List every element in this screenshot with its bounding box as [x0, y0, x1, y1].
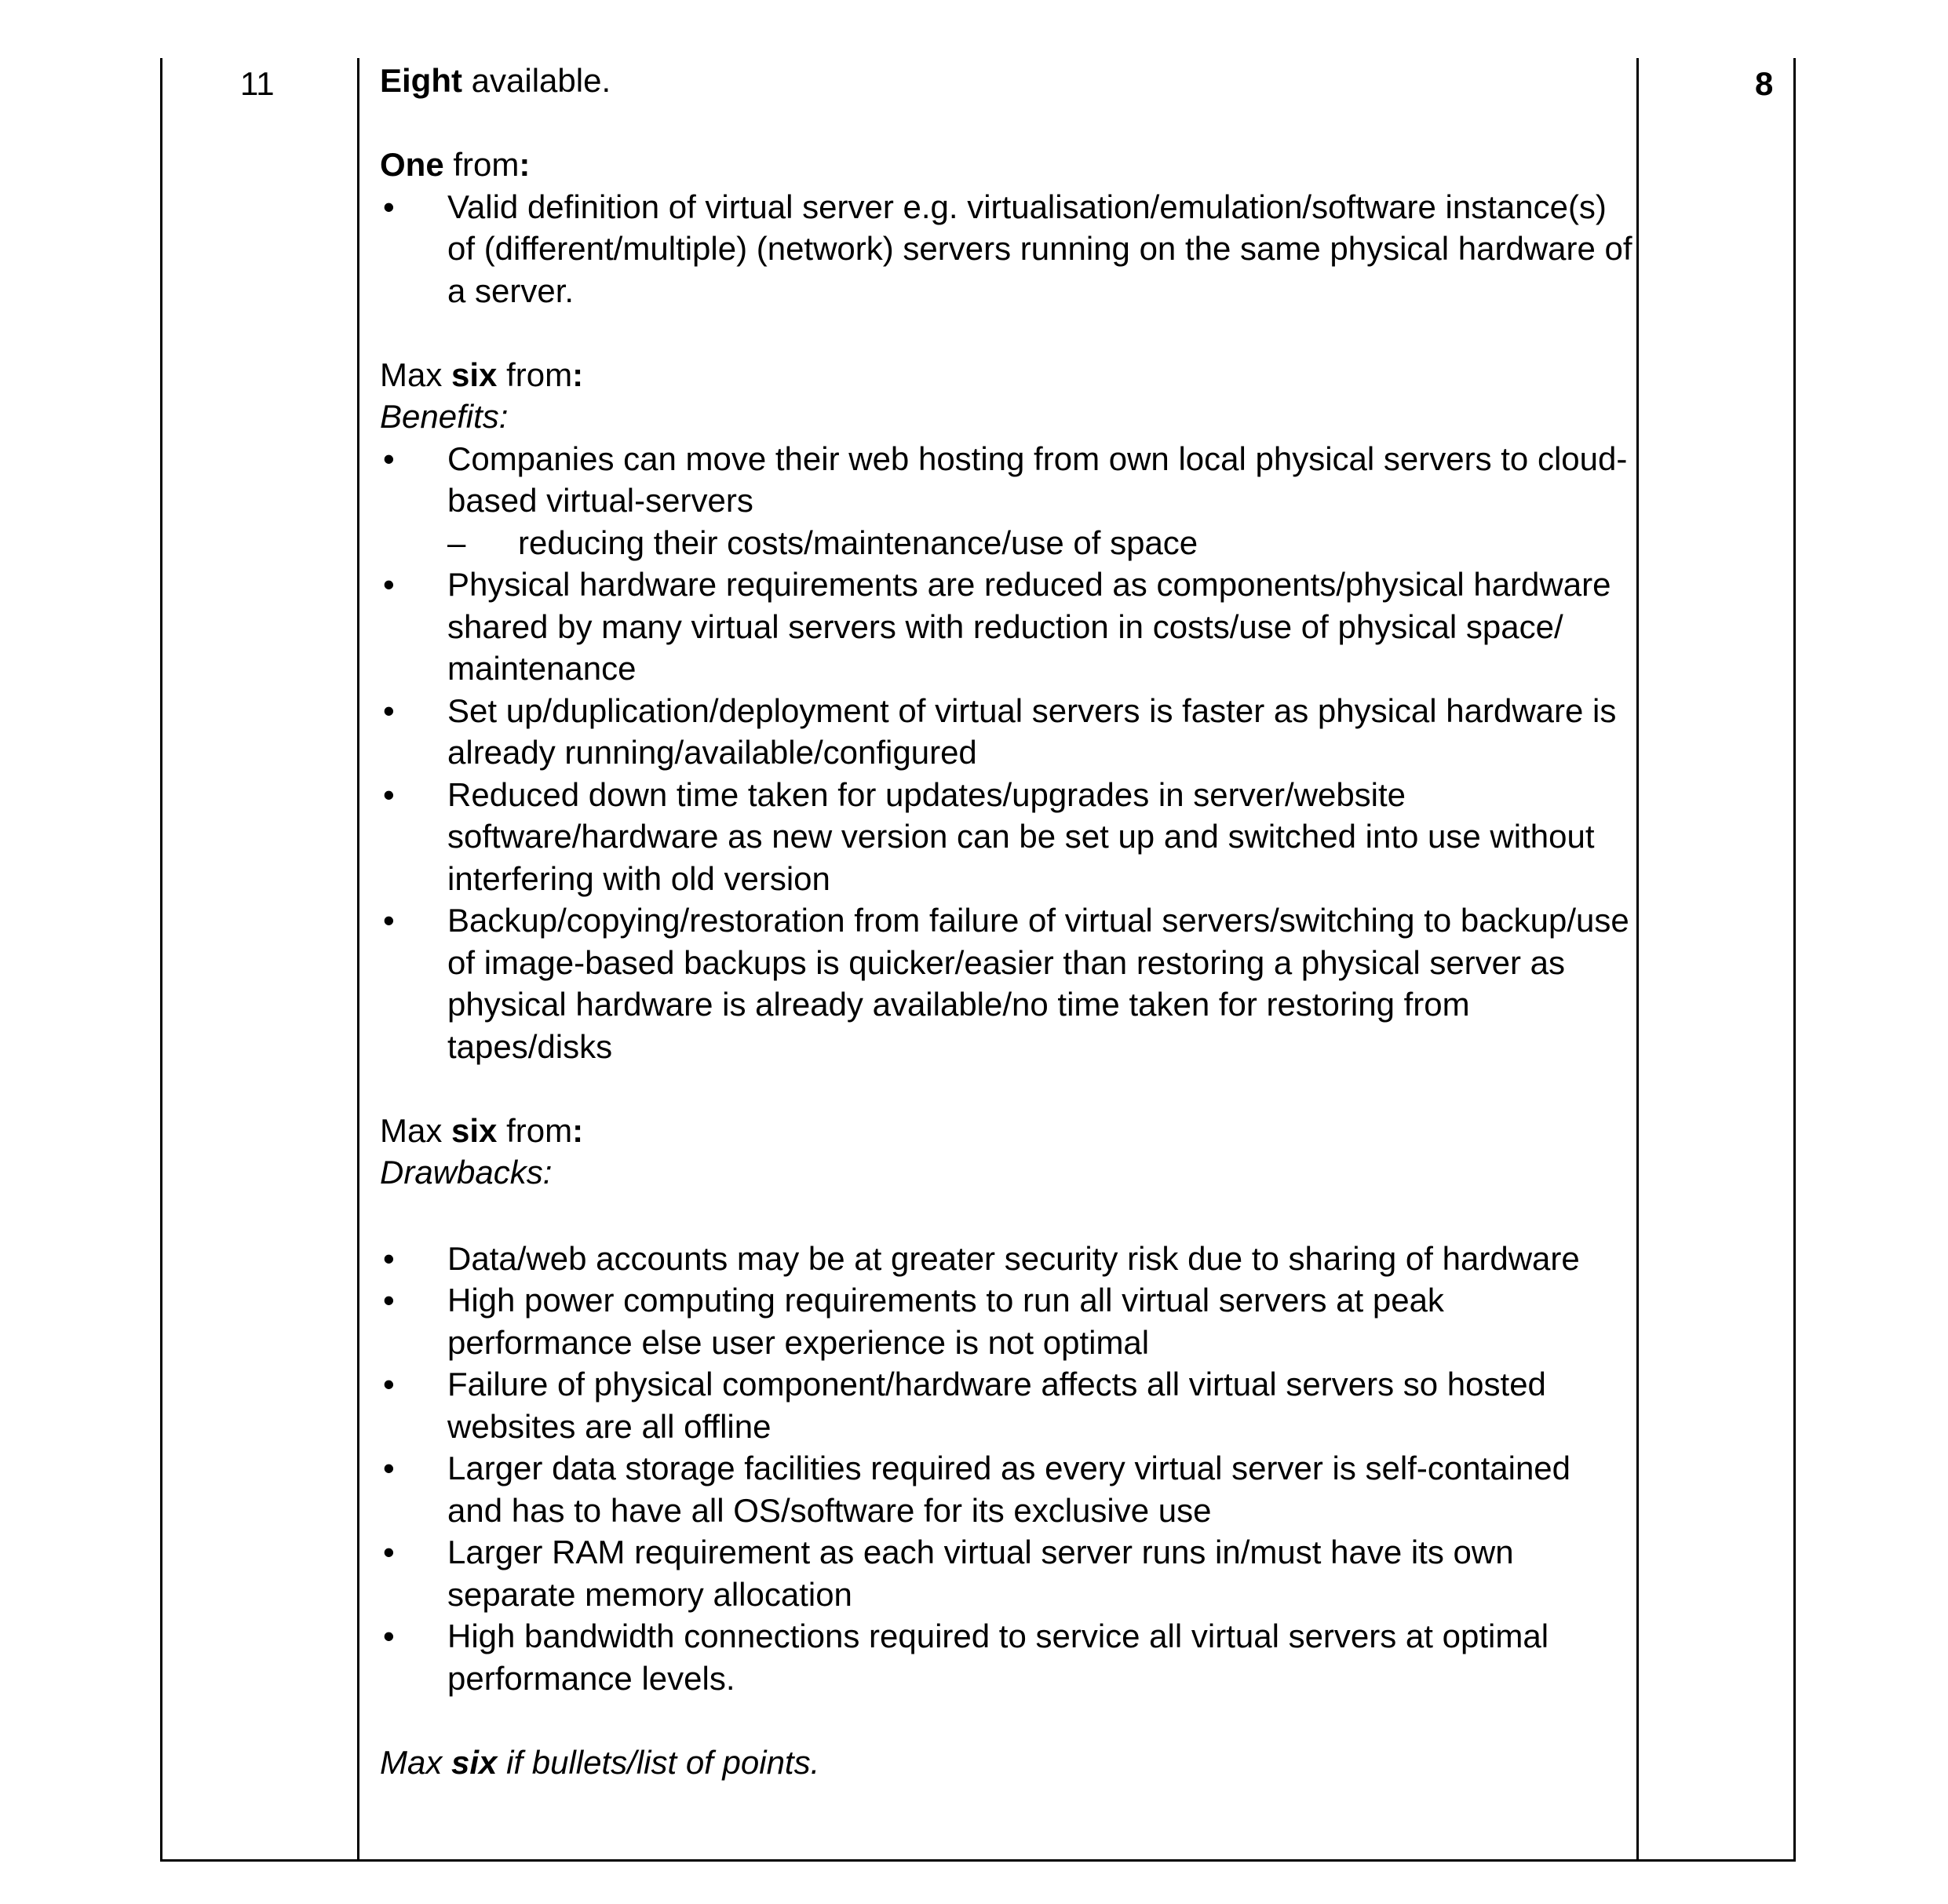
question-marks: 8 — [1755, 65, 1774, 102]
definition-item: • Valid definition of virtual server e.g. virtualisation/emulation/software instance(s) of (different/multiple) (network) servers running on the same physical hardware of a server. — [380, 186, 1632, 312]
answer-cell — [380, 60, 1632, 1783]
drawbacks-list — [380, 1238, 1632, 1700]
list-item: • Reduced down time taken for updates/upgrades in server/website software/hardware as new version can be set up and switched into use without interfering with old version — [380, 774, 1632, 900]
table-border-right — [1793, 58, 1796, 1862]
definition-list — [380, 186, 1632, 312]
table-border-left — [160, 58, 162, 1862]
benefits-list — [380, 438, 1632, 1068]
list-item: • High bandwidth connections required to service all virtual servers at optimal performance levels. — [380, 1615, 1632, 1699]
list-item: • Companies can move their web hosting from own local physical servers to cloud-based virtual-servers – reducing their costs/maintenance/use of space — [380, 438, 1632, 564]
list-item: • High power computing requirements to run all virtual servers at peak performance else user experience is not optimal — [380, 1279, 1632, 1363]
list-item: • Larger data storage facilities required as every virtual server is self-contained and has to have all OS/software for its exclusive use — [380, 1447, 1632, 1531]
table-divider-question — [357, 58, 359, 1862]
list-item: • Set up/duplication/deployment of virtual servers is faster as physical hardware is already running/available/configured — [380, 690, 1632, 774]
list-item: • Backup/copying/restoration from failure of virtual servers/switching to backup/use of image-based backups is quicker/easier than restoring a physical server as physical hardware is already available/no time taken for restoring from tapes/disks — [380, 899, 1632, 1067]
list-item: • Larger RAM requirement as each virtual server runs in/must have its own separate memory allocation — [380, 1531, 1632, 1615]
table-divider-marks — [1636, 58, 1639, 1862]
benefit-sub-item: – reducing their costs/maintenance/use of space — [447, 523, 1198, 561]
table-border-bottom — [160, 1859, 1796, 1862]
list-item: • Data/web accounts may be at greater security risk due to sharing of hardware — [380, 1238, 1632, 1280]
one-from-heading: One from: — [380, 146, 531, 183]
answer-footer: Max six if bullets/list of points. — [380, 1743, 820, 1781]
benefits-label: Benefits: — [380, 398, 509, 435]
answer-intro: Eight available. — [380, 62, 611, 99]
question-number: 11 — [240, 65, 275, 102]
benefits-heading: Max six from: — [380, 356, 584, 393]
list-item: • Physical hardware requirements are reduced as components/physical hardware shared by many virtual servers with reduction in costs/use of physical space/ maintenance — [380, 564, 1632, 690]
drawbacks-label: Drawbacks: — [380, 1154, 553, 1191]
list-item: • Failure of physical component/hardware affects all virtual servers so hosted websites are all offline — [380, 1363, 1632, 1447]
drawbacks-heading: Max six from: — [380, 1111, 584, 1149]
